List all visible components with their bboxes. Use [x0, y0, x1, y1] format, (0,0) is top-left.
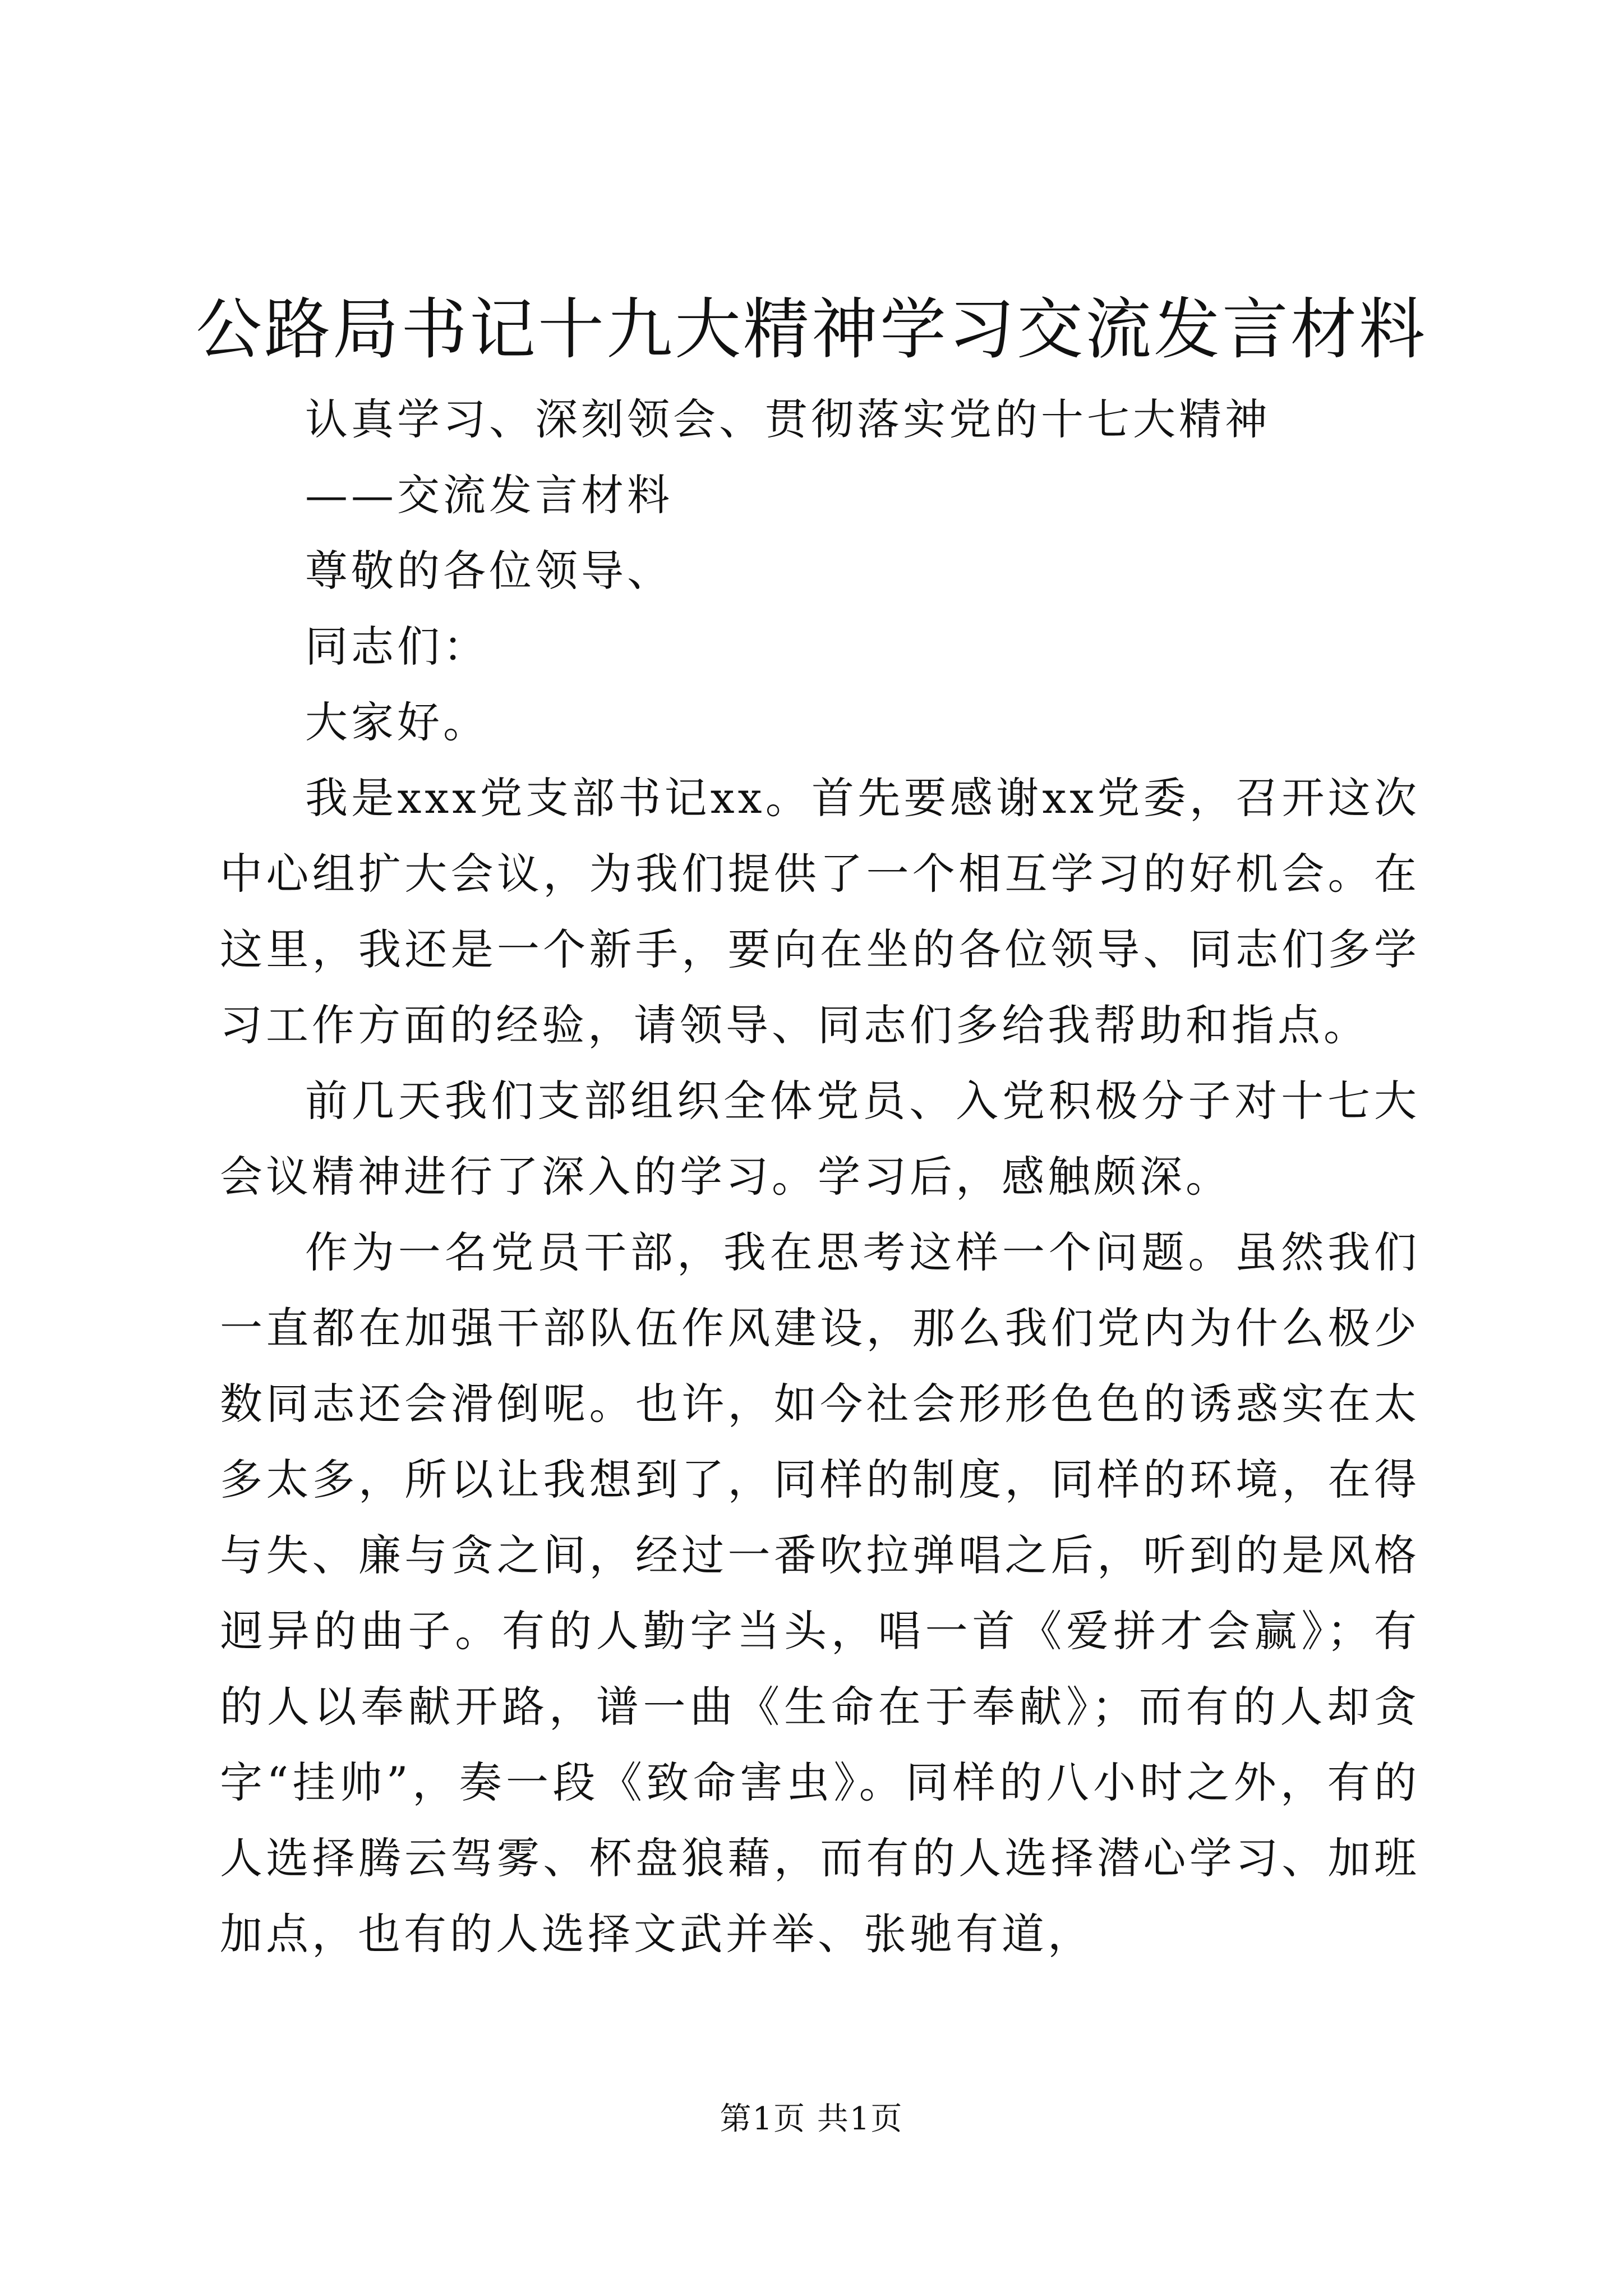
document-title: 公路局书记十九大精神学习交流发言材料: [195, 291, 1427, 368]
greeting-paragraph: 大家好。: [305, 697, 489, 747]
salutation-line-2: 同志们：: [305, 622, 489, 671]
body-paragraph: 前几天我们支部组织全体党员、入党积极分子对十七大会议精神进行了深入的学习。学习后，感触颇深。: [220, 1076, 1420, 1202]
subtitle-paragraph: 认真学习、深刻领会、贯彻落实党的十七大精神: [305, 394, 1271, 444]
body-paragraph: 我是xxx党支部书记xx。首先要感谢xx党委，召开这次中心组扩大会议，为我们提供了一个相互学习的好机会。在这里，我还是一个新手，要向在坐的各位领导、同志们多学习工作方面的经验，请领导、同志们多给我帮助和指点。: [220, 773, 1420, 1050]
salutation-line-1: 尊敬的各位领导、: [305, 546, 673, 596]
body-paragraph: 作为一名党员干部，我在思考这样一个问题。虽然我们一直都在加强干部队伍作风建设，那么我们党内为什么极少数同志还会滑倒呢。也许，如今社会形形色色的诱惑实在太多太多，所以让我想到了，同样的制度，同样的环境，在得与失、廉与贪之间，经过一番吹拉弹唱之后，听到的是风格迥异的曲子。有的人勤字当头，唱一首《爱拼才会赢》；有的人以奉献开路，谱一曲《生命在于奉献》；而有的人却贪字“挂帅”，奏一段《致命害虫》。同样的八小时之外，有的人选择腾云驾雾、杯盘狼藉，而有的人选择潜心学习、加班加点，也有的人选择文武并举、张驰有道，: [220, 1227, 1420, 1959]
page-footer: 第1页 共1页: [720, 2101, 903, 2137]
subtitle-line: ——交流发言材料: [305, 470, 673, 520]
document-body: [220, 381, 1420, 1972]
